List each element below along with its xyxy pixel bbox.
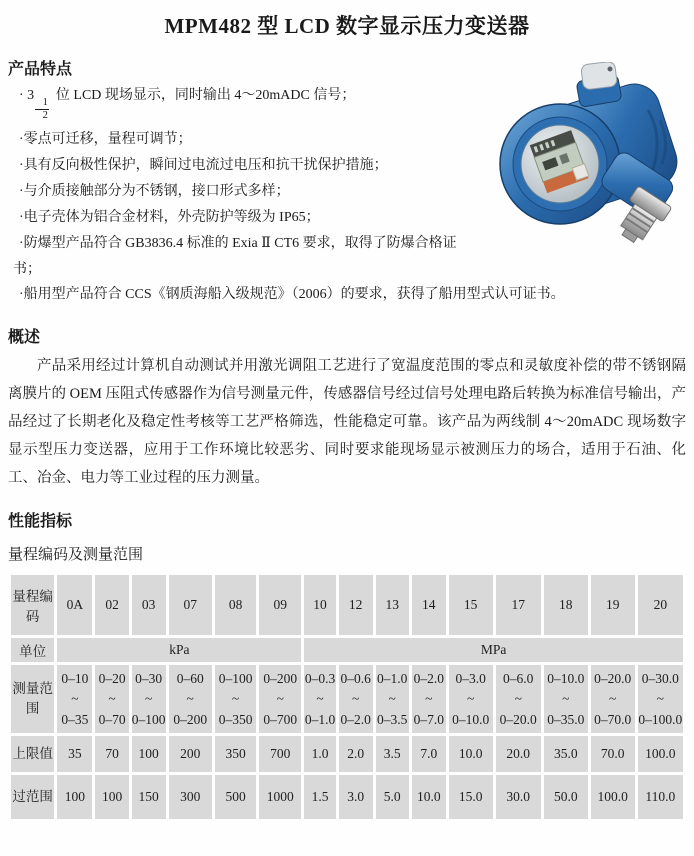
fraction-numerator: 1 bbox=[35, 97, 49, 110]
range-code-cell: 17 bbox=[496, 575, 541, 635]
range-cell bbox=[544, 665, 588, 733]
range-high: 0–10.0 bbox=[452, 711, 490, 727]
overview-paragraph: 产品采用经过计算机自动测试并用激光调阻工艺进行了宽温度范围的零点和灵敏度补偿的带不锈钢隔离膜片的 OEM 压阻式传感器作为信号测量元件，传感器信号经过信号处理电路后转换为标准信号输出，产品经过了长期老化及稳定性考核等工艺严格筛选，性能稳定可靠。该产品为两线制 4～20mADC 现场数字显示型压力变送器，应用于工作环境比较恶劣、同时要求能现场显示被测压力的场合，适用于石油、化工、冶金、电力等工业过程的压力测量。 bbox=[8, 358, 686, 486]
upper-limit-cell: 35 bbox=[57, 736, 92, 772]
over-range-cell: 10.0 bbox=[412, 775, 446, 819]
over-range-cell: 150 bbox=[132, 775, 166, 819]
range-low: 0–6.0 bbox=[503, 671, 534, 687]
unit-row bbox=[11, 638, 683, 662]
range-high: 0–35.0 bbox=[547, 711, 585, 727]
range-code-cell: 14 bbox=[412, 575, 446, 635]
over-range-cell: 5.0 bbox=[376, 775, 409, 819]
range-code-cell: 15 bbox=[449, 575, 493, 635]
upper-limit-cell: 350 bbox=[215, 736, 256, 772]
range-high: 0–20.0 bbox=[499, 711, 537, 727]
overview-section bbox=[8, 324, 686, 492]
fraction-half bbox=[35, 97, 49, 121]
feature-item: ·电子壳体为铝合金材料，外壳防护等级为 IP65； bbox=[19, 209, 320, 225]
over-range-row bbox=[11, 775, 683, 819]
range-separator: ~ bbox=[316, 691, 324, 707]
range-high: 0–70 bbox=[98, 711, 126, 727]
row-label: 过范围 bbox=[11, 775, 54, 819]
upper-limit-cell: 70.0 bbox=[591, 736, 635, 772]
row-label: 测量范围 bbox=[11, 665, 54, 733]
range-separator: ~ bbox=[276, 691, 284, 707]
feature-item-text: 位 LCD 现场显示，同时输出 4～20mADC 信号； bbox=[52, 88, 356, 103]
range-low: 0–100 bbox=[218, 671, 253, 687]
over-range-cell: 300 bbox=[169, 775, 212, 819]
range-cell bbox=[412, 665, 446, 733]
feature-item: ·防爆型产品符合 GB3836.4 标准的 Exia Ⅱ CT6 要求，取得了防爆合格证书； bbox=[13, 235, 457, 277]
range-code-cell: 08 bbox=[215, 575, 256, 635]
row-label: 量程编码 bbox=[11, 575, 54, 635]
table-subtitle: 量程编码及测量范围 bbox=[8, 547, 144, 564]
range-high: 0–35 bbox=[61, 711, 89, 727]
range-high: 0–2.0 bbox=[340, 711, 371, 727]
range-high: 0–100 bbox=[131, 711, 166, 727]
range-cell bbox=[376, 665, 409, 733]
feature-item: ·船用型产品符合 CCS《钢质海船入级规范》（2006）的要求，获得了船用型式认可证书。 bbox=[19, 287, 565, 303]
page-title: MPM482 型 LCD 数字显示压力变送器 bbox=[164, 14, 530, 38]
range-separator: ~ bbox=[467, 691, 475, 707]
range-cell bbox=[169, 665, 212, 733]
range-cell bbox=[496, 665, 541, 733]
range-cell bbox=[95, 665, 128, 733]
unit-cell: kPa bbox=[57, 638, 301, 662]
range-code-cell: 13 bbox=[376, 575, 409, 635]
range-cell bbox=[57, 665, 92, 733]
range-row bbox=[11, 665, 683, 733]
range-low: 0–30 bbox=[135, 671, 163, 687]
range-low: 0–3.0 bbox=[455, 671, 486, 687]
over-range-cell: 100 bbox=[95, 775, 128, 819]
range-code-cell: 0A bbox=[57, 575, 92, 635]
range-separator: ~ bbox=[425, 691, 433, 707]
range-low: 0–10 bbox=[61, 671, 89, 687]
upper-limit-cell: 20.0 bbox=[496, 736, 541, 772]
range-low: 0–60 bbox=[176, 671, 204, 687]
range-cell bbox=[215, 665, 256, 733]
upper-limit-cell: 1.0 bbox=[304, 736, 335, 772]
fraction-denominator: 2 bbox=[42, 109, 48, 121]
range-high: 0–7.0 bbox=[413, 711, 444, 727]
range-code-cell: 19 bbox=[591, 575, 635, 635]
range-table-body bbox=[11, 575, 683, 819]
range-code-cell: 20 bbox=[638, 575, 683, 635]
feature-item: ·零点可迁移，量程可调节； bbox=[19, 132, 192, 148]
over-range-cell: 1.5 bbox=[304, 775, 335, 819]
range-code-cell: 02 bbox=[95, 575, 128, 635]
range-high: 0–100.0 bbox=[638, 711, 683, 727]
product-photo bbox=[480, 62, 686, 248]
overview-heading: 概述 bbox=[8, 329, 41, 347]
feature-item: ·具有反向极性保护，瞬间过电流过电压和抗干扰保护措施； bbox=[19, 157, 388, 173]
range-high: 0–70.0 bbox=[594, 711, 632, 727]
codes-row bbox=[11, 575, 683, 635]
range-cell bbox=[132, 665, 166, 733]
over-range-cell: 110.0 bbox=[638, 775, 683, 819]
over-range-cell: 500 bbox=[215, 775, 256, 819]
range-cell bbox=[259, 665, 301, 733]
upper-limit-cell: 35.0 bbox=[544, 736, 588, 772]
range-code-cell: 07 bbox=[169, 575, 212, 635]
over-range-cell: 1000 bbox=[259, 775, 301, 819]
range-high: 0–700 bbox=[263, 711, 298, 727]
range-code-cell: 12 bbox=[339, 575, 373, 635]
range-low: 0–20.0 bbox=[594, 671, 632, 687]
range-separator: ~ bbox=[656, 691, 664, 707]
range-low: 0–1.0 bbox=[377, 671, 408, 687]
range-code-cell: 18 bbox=[544, 575, 588, 635]
upper-limit-cell: 2.0 bbox=[339, 736, 373, 772]
range-separator: ~ bbox=[186, 691, 194, 707]
over-range-cell: 30.0 bbox=[496, 775, 541, 819]
row-label: 上限值 bbox=[11, 736, 54, 772]
range-separator: ~ bbox=[351, 691, 360, 707]
specs-section bbox=[8, 508, 686, 822]
over-range-cell: 50.0 bbox=[544, 775, 588, 819]
range-cell bbox=[304, 665, 335, 733]
upper-limit-row bbox=[11, 736, 683, 772]
upper-limit-cell: 200 bbox=[169, 736, 212, 772]
range-low: 0–20 bbox=[98, 671, 126, 687]
range-low: 0–0.6 bbox=[340, 671, 371, 687]
upper-limit-cell: 70 bbox=[95, 736, 128, 772]
range-cell bbox=[339, 665, 373, 733]
range-separator: ~ bbox=[108, 691, 116, 707]
range-high: 0–3.5 bbox=[377, 711, 408, 727]
fraction-integer: 3 bbox=[27, 88, 35, 103]
pressure-transmitter-illustration bbox=[480, 62, 686, 248]
range-low: 0–0.3 bbox=[304, 671, 336, 687]
feature-item: ·与介质接触部分为不锈钢，接口形式多样； bbox=[19, 183, 290, 199]
range-code-cell: 10 bbox=[304, 575, 335, 635]
range-code-cell: 03 bbox=[132, 575, 166, 635]
range-separator: ~ bbox=[71, 691, 79, 707]
range-high: 0–350 bbox=[218, 711, 253, 727]
over-range-cell: 15.0 bbox=[449, 775, 493, 819]
range-separator: ~ bbox=[231, 691, 240, 707]
features-heading: 产品特点 bbox=[8, 61, 73, 78]
range-separator: ~ bbox=[562, 691, 570, 707]
range-separator: ~ bbox=[388, 691, 396, 707]
features-section bbox=[8, 56, 686, 308]
range-cell bbox=[591, 665, 635, 733]
range-low: 0–2.0 bbox=[413, 671, 444, 687]
upper-limit-cell: 10.0 bbox=[449, 736, 493, 772]
over-range-cell: 100.0 bbox=[591, 775, 635, 819]
range-cell bbox=[638, 665, 683, 733]
range-high: 0–200 bbox=[173, 711, 208, 727]
range-high: 0–1.0 bbox=[304, 711, 336, 727]
upper-limit-cell: 3.5 bbox=[376, 736, 409, 772]
bullet-dot: · bbox=[19, 88, 24, 103]
over-range-cell: 3.0 bbox=[339, 775, 373, 819]
upper-limit-cell: 100 bbox=[132, 736, 166, 772]
upper-limit-cell: 700 bbox=[259, 736, 301, 772]
range-separator: ~ bbox=[514, 691, 522, 707]
over-range-cell: 100 bbox=[57, 775, 92, 819]
upper-limit-cell: 7.0 bbox=[412, 736, 446, 772]
range-code-cell: 09 bbox=[259, 575, 301, 635]
range-low: 0–200 bbox=[263, 671, 298, 687]
specs-heading: 性能指标 bbox=[8, 513, 73, 531]
range-cell bbox=[449, 665, 493, 733]
range-separator: ~ bbox=[144, 691, 153, 707]
row-label: 单位 bbox=[11, 638, 54, 662]
range-low: 0–10.0 bbox=[547, 671, 585, 687]
range-table bbox=[8, 572, 686, 822]
range-separator: ~ bbox=[609, 691, 617, 707]
range-low: 0–30.0 bbox=[641, 671, 679, 687]
upper-limit-cell: 100.0 bbox=[638, 736, 683, 772]
unit-cell: MPa bbox=[304, 638, 683, 662]
